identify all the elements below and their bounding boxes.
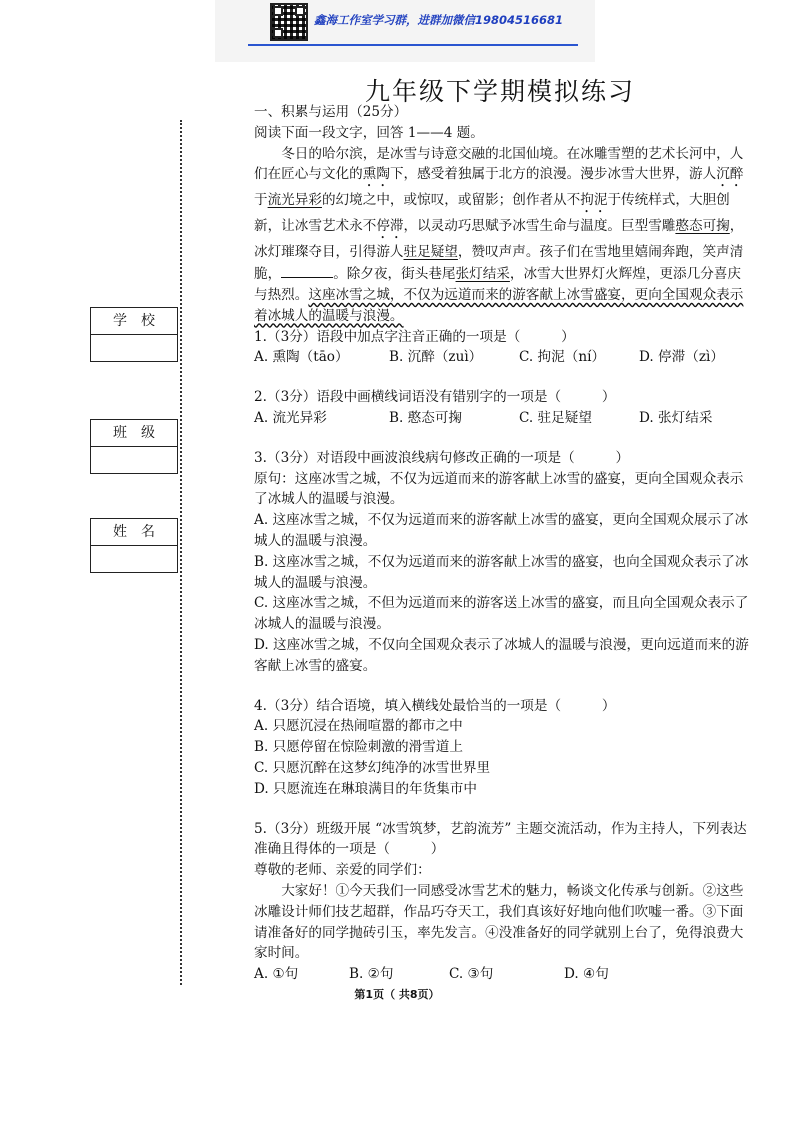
section-heading: 一、积累与运用（25分） [254, 104, 408, 120]
passage-text: 冬日的哈尔滨，是冰雪与诗意交融的北国仙境。在冰雕雪塑的艺术长河中，人们在匠心与文化的 [254, 145, 744, 183]
option-a[interactable]: A. 熏陶（tāo） [254, 349, 349, 366]
passage-text: 。除夕夜，街头巷尾 [333, 266, 456, 283]
page-footer: 第1页（ 共8页） [354, 988, 440, 1001]
banner-divider [248, 44, 578, 46]
dotted-word: 沉醉 [716, 166, 744, 183]
option-a[interactable]: A. 只愿沉浸在热闹喧嚣的都市之中 [254, 718, 463, 735]
question-5-stem: 5.（3分）班级开展 “冰雪筑梦，艺韵流芳” 主题交流活动，作为主持人，下列表达准确且得体的一项是（ ） [254, 820, 747, 858]
question-3-stem: 3.（3分）对语段中画波浪线病句修改正确的一项是（ ） [254, 449, 630, 466]
passage-text: 下，感受着独属于北方的浪漫。漫步冰雪大世界，游人 [389, 166, 717, 183]
option-a[interactable]: A. 流光异彩 [254, 409, 327, 426]
name-label: 姓名 [91, 519, 177, 546]
school-label: 学校 [91, 308, 177, 335]
question-1-stem: 1.（3分）语段中加点字注音正确的一项是（ ） [254, 328, 575, 345]
option-c[interactable]: C. ③句 [449, 966, 494, 983]
name-field [90, 518, 178, 573]
passage-text: ，以灵动巧思赋予冰雪生命与温度。巨型雪雕 [403, 218, 676, 235]
option-b[interactable]: B. 憨态可掬 [389, 409, 463, 426]
option-d[interactable]: D. 这座冰雪之城，不仅向全国观众表示了冰城人的温暖与浪漫，更向远道而来的游客献上冰雪的盛宴。 [254, 636, 749, 674]
banner-text: 鑫海工作室学习群，进群加微信19804516681 [314, 13, 564, 27]
reading-passage [254, 144, 754, 327]
underlined-word: 流光异彩 [267, 192, 322, 209]
fill-in-blank[interactable] [281, 263, 333, 278]
class-input-box[interactable] [91, 447, 177, 473]
underlined-word: 驻足疑望 [403, 244, 458, 261]
question-5-speech: 大家好！①今天我们一同感受冰雪艺术的魅力，畅谈文化传承与创新。②这些冰雕设计师们技艺超群，作品巧夺天工，我们真该好好地向他们吹嘘一番。③下面请准备好的同学抛砖引玉，率先发言。④没准备好的同学就别上台了，免得浪费大家时间。 [254, 882, 744, 962]
wavy-underlined-sentence: 这座冰雪之城，不仅为远道而来的游客献上冰雪盛宴，更向全国观众表示着冰城人的温暖与浪漫。 [254, 286, 744, 324]
option-c[interactable]: C. 这座冰雪之城，不但为远道而来的游客送上冰雪的盛宴，而且向全国观众表示了冰城人的温暖与浪漫。 [254, 595, 749, 633]
option-c[interactable]: C. 只愿沉醉在这梦幻纯净的冰雪世界里 [254, 759, 491, 776]
option-d[interactable]: D. ④句 [564, 966, 609, 983]
question-5-options [254, 964, 754, 985]
class-field [90, 419, 178, 474]
question-4-stem: 4.（3分）结合语境，填入横线处最恰当的一项是（ ） [254, 697, 616, 714]
option-a[interactable]: A. ①句 [254, 966, 299, 983]
option-a[interactable]: A. 这座冰雪之城，不仅为远道而来的游客献上冰雪的盛宴，更向全国观众展示了冰城人的温暖与浪漫。 [254, 512, 749, 549]
reading-instruction: 阅读下面一段文字，回答 1——4 题。 [254, 124, 484, 141]
question-3-original: 原句：这座冰雪之城，不仅为远道而来的游客献上冰雪的盛宴，更向全国观众表示了冰城人的温暖与浪漫。 [254, 470, 744, 508]
option-c[interactable]: C. 驻足疑望 [519, 409, 592, 426]
option-b[interactable]: B. 这座冰雪之城，不仅为远道而来的游客献上冰雪的盛宴，也向全国观众表示了冰城人的温暖与浪漫。 [254, 553, 749, 591]
option-c[interactable]: C. 拘泥（ní） [519, 349, 606, 366]
question-1-options [254, 347, 754, 368]
school-field [90, 307, 178, 362]
passage-text: ，赞叹声声。孩子们在雪地里嬉闹奔跑，笑声清脆， [254, 244, 744, 283]
dotted-word: 熏陶 [362, 166, 390, 183]
underlined-word: 憨态可掬 [675, 218, 730, 235]
option-b[interactable]: B. ②句 [349, 966, 394, 983]
school-input-box[interactable] [91, 335, 177, 361]
binding-dotted-line [180, 120, 182, 985]
passage-text: 于传统样式，大胆创新，让冰雪艺术永不 [254, 192, 730, 235]
name-input-box[interactable] [91, 546, 177, 572]
option-b[interactable]: B. 只愿停留在惊险刺激的滑雪道上 [254, 739, 463, 756]
option-d[interactable]: D. 只愿流连在琳琅满目的年货集市中 [254, 780, 477, 797]
passage-text: 于 [254, 192, 268, 209]
passage-text: ，冰雪大世界灯火辉煌，更添几分喜庆与热烈。 [254, 266, 741, 303]
question-2-stem: 2.（3分）语段中画横线词语没有错别字的一项是（ ） [254, 389, 616, 406]
question-2-options [254, 408, 754, 429]
page-title: 九年级下学期模拟练习 [365, 77, 636, 106]
option-d[interactable]: D. 停滞（zì） [639, 349, 724, 366]
qr-code-icon [270, 3, 308, 41]
dotted-word: 停滞 [376, 218, 404, 235]
class-label: 班级 [91, 420, 177, 447]
option-b[interactable]: B. 沉醉（zuì） [389, 349, 483, 366]
passage-text: ，冰灯璀璨夺目，引得游人 [254, 218, 744, 261]
exam-content [254, 102, 754, 985]
passage-text: 的幻境之中，或惊叹，或留影；创作者从不 [321, 192, 581, 209]
underlined-word: 张灯结采 [455, 266, 510, 283]
option-d[interactable]: D. 张灯结采 [639, 409, 713, 426]
dotted-word: 拘泥 [580, 192, 608, 209]
question-5-greeting: 尊敬的老师、亲爱的同学们： [254, 862, 431, 879]
